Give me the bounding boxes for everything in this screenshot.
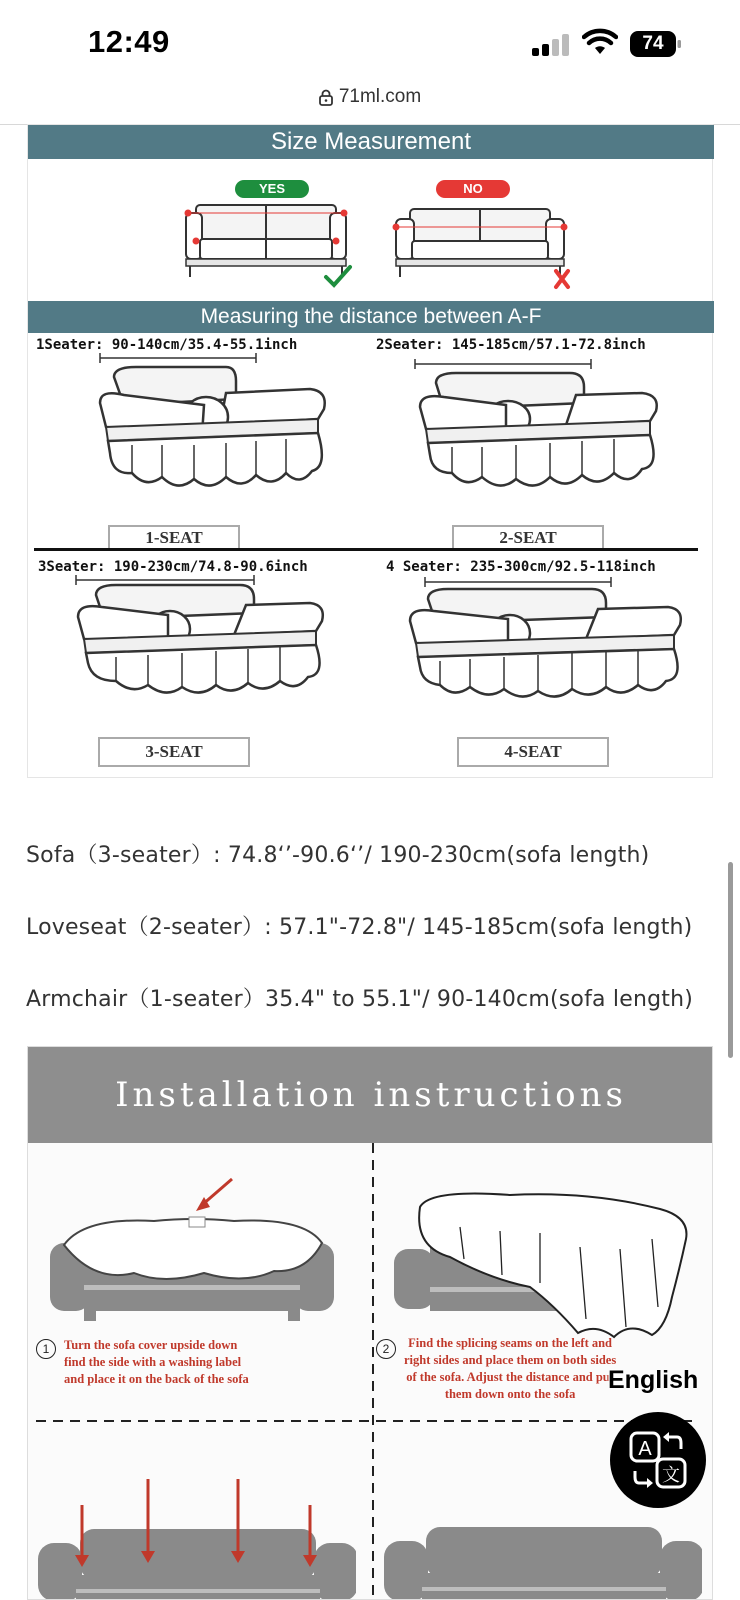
seat-label-4: 4-SEAT [457, 737, 609, 767]
step2-number: 2 [376, 1339, 396, 1359]
step1-line2: find the side with a washing label [64, 1355, 242, 1369]
step1-line3: and place it on the back of the sofa [64, 1372, 249, 1386]
four-seat-sofa-illustration [406, 587, 688, 705]
translate-icon [627, 1429, 689, 1491]
svg-text:A: A [638, 1438, 652, 1460]
seat-label-3: 3-SEAT [98, 737, 250, 767]
step4-illustration [382, 1501, 702, 1600]
seat-spec-3: 3Seater: 190-230cm/74.8-90.6inch [38, 559, 308, 575]
translate-language-label: English [608, 1366, 699, 1394]
size-measurement-image [27, 124, 713, 778]
status-bar [0, 0, 740, 90]
battery-level: 74 [642, 33, 664, 54]
measure-line-2 [413, 359, 593, 369]
spec-loveseat-2-seater: Loveseat（2-seater）: 57.1"-72.8"/ 145-185cm(sofa length) [26, 915, 693, 940]
panel-divider [34, 548, 698, 551]
seat-spec-4: 4 Seater: 235-300cm/92.5-118inch [386, 559, 656, 575]
step1-instructions [64, 1337, 249, 1388]
lock-icon [319, 89, 333, 106]
spec-sofa-3-seater: Sofa（3-seater）: 74.8‘’-90.6‘’/ 190-230cm(sofa length) [26, 843, 650, 868]
address-bar[interactable] [0, 86, 740, 124]
measure-subtitle: Measuring the distance between A-F [28, 301, 714, 333]
translate-button[interactable] [610, 1412, 706, 1508]
spec-armchair-1-seater: Armchair（1-seater）35.4" to 55.1"/ 90-140cm(sofa length) [26, 987, 694, 1012]
installation-image [27, 1046, 713, 1600]
sofa-incorrect-illustration [388, 205, 578, 291]
step2-instructions [404, 1335, 616, 1403]
step2-line2: right sides and place them on both sides [404, 1353, 617, 1367]
step2-line4: them down onto the sofa [444, 1387, 576, 1401]
three-seat-sofa-illustration [74, 583, 330, 701]
signal-icon [532, 34, 572, 56]
step1-illustration [44, 1177, 334, 1327]
url-text: 71ml.com [338, 86, 422, 107]
measure-line-4 [423, 577, 613, 587]
no-badge: NO [436, 180, 510, 198]
loveseat-illustration [416, 369, 666, 497]
step1-number: 1 [36, 1339, 56, 1359]
sofa-correct-illustration [178, 201, 358, 291]
seat-label-1: 1-SEAT [108, 525, 240, 551]
armchair-illustration [96, 363, 332, 495]
installation-title: Installation instructions [28, 1047, 713, 1143]
measure-line-1 [98, 353, 258, 363]
yes-badge: YES [235, 180, 309, 198]
svg-text:文: 文 [662, 1465, 680, 1486]
seat-label-2: 2-SEAT [452, 525, 604, 551]
step2-line3: of the sofa. Adjust the distance and put [406, 1370, 614, 1384]
seat-spec-1: 1Seater: 90-140cm/35.4-55.1inch [36, 337, 298, 353]
step2-line1: Find the splicing seams on the left and [408, 1336, 613, 1350]
size-title: Size Measurement [28, 125, 714, 159]
step2-illustration [390, 1187, 700, 1347]
wifi-icon [582, 28, 618, 56]
step3-illustration [36, 1471, 356, 1600]
step1-line1: Turn the sofa cover upside down [64, 1338, 238, 1352]
status-time: 12:49 [88, 24, 170, 59]
page-scrollbar[interactable] [728, 862, 733, 1058]
battery-icon [630, 31, 682, 57]
seat-spec-2: 2Seater: 145-185cm/57.1-72.8inch [376, 337, 646, 353]
